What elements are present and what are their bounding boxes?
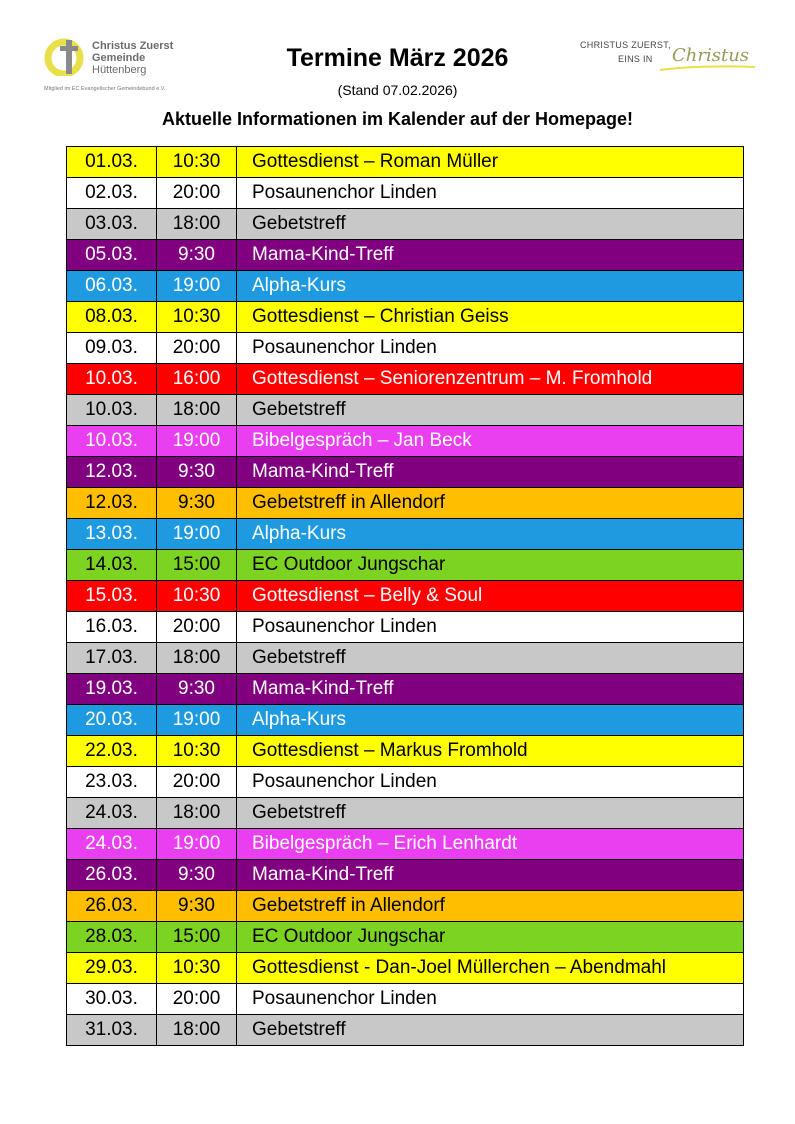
date-cell: 20.03. [67,705,157,736]
table-row [67,860,744,891]
time-cell: 19:00 [157,426,237,457]
date-cell: 22.03. [67,736,157,767]
date-cell: 26.03. [67,860,157,891]
date-cell: 12.03. [67,457,157,488]
page-title: Termine März 2026 [286,44,509,72]
table-row [67,333,744,364]
table-row [67,643,744,674]
event-cell: Alpha-Kurs [237,705,744,736]
event-cell: Gebetstreff in Allendorf [237,891,744,922]
table-row [67,457,744,488]
event-cell: Posaunenchor Linden [237,333,744,364]
date-cell: 19.03. [67,674,157,705]
date-cell: 02.03. [67,178,157,209]
date-cell: 06.03. [67,271,157,302]
date-cell: 31.03. [67,1015,157,1046]
time-cell: 10:30 [157,581,237,612]
event-cell: Gebetstreff [237,209,744,240]
time-cell: 10:30 [157,736,237,767]
table-row [67,798,744,829]
event-cell: Gottesdienst – Christian Geiss [237,302,744,333]
motto-script: Christus [672,45,750,66]
table-row [67,550,744,581]
date-cell: 26.03. [67,891,157,922]
table-row [67,953,744,984]
motto-line1: CHRISTUS ZUERST, [580,40,671,50]
time-cell: 9:30 [157,891,237,922]
time-cell: 18:00 [157,209,237,240]
table-row [67,674,744,705]
table-row [67,984,744,1015]
event-cell: Gottesdienst - Dan-Joel Müllerchen – Abendmahl [237,953,744,984]
table-row [67,302,744,333]
time-cell: 18:00 [157,1015,237,1046]
event-cell: Posaunenchor Linden [237,178,744,209]
event-cell: Gebetstreff [237,1015,744,1046]
time-cell: 15:00 [157,922,237,953]
church-name-line1: Christus Zuerst [92,40,174,52]
event-cell: EC Outdoor Jungschar [237,550,744,581]
table-row [67,395,744,426]
time-cell: 20:00 [157,767,237,798]
table-row [67,426,744,457]
table-row [67,488,744,519]
table-row [67,891,744,922]
date-cell: 10.03. [67,426,157,457]
time-cell: 10:30 [157,147,237,178]
time-cell: 20:00 [157,984,237,1015]
table-row [67,922,744,953]
event-cell: Gebetstreff in Allendorf [237,488,744,519]
table-row [67,829,744,860]
date-cell: 29.03. [67,953,157,984]
event-cell: Posaunenchor Linden [237,984,744,1015]
motto-line2: EINS IN [618,54,653,64]
event-cell: Mama-Kind-Treff [237,674,744,705]
date-cell: 16.03. [67,612,157,643]
event-cell: Gebetstreff [237,643,744,674]
date-cell: 28.03. [67,922,157,953]
event-cell: Alpha-Kurs [237,519,744,550]
table-row [67,612,744,643]
church-name-line2: Gemeinde [92,52,146,64]
date-cell: 14.03. [67,550,157,581]
date-cell: 09.03. [67,333,157,364]
date-cell: 01.03. [67,147,157,178]
event-cell: Mama-Kind-Treff [237,240,744,271]
church-name-line3: Hüttenberg [92,64,147,76]
time-cell: 9:30 [157,860,237,891]
date-cell: 13.03. [67,519,157,550]
church-membership-note: Mitglied im EC Evangelischer Gemeindebund e.V. [44,86,166,92]
date-cell: 30.03. [67,984,157,1015]
date-cell: 23.03. [67,767,157,798]
table-row [67,581,744,612]
event-cell: Gebetstreff [237,798,744,829]
time-cell: 15:00 [157,550,237,581]
date-cell: 17.03. [67,643,157,674]
event-cell: Gottesdienst – Markus Fromhold [237,736,744,767]
table-row [67,178,744,209]
table-row [67,519,744,550]
event-cell: Mama-Kind-Treff [237,457,744,488]
event-cell: Mama-Kind-Treff [237,860,744,891]
time-cell: 19:00 [157,705,237,736]
event-cell: Gottesdienst – Roman Müller [237,147,744,178]
event-cell: Posaunenchor Linden [237,767,744,798]
date-cell: 24.03. [67,829,157,860]
date-cell: 05.03. [67,240,157,271]
time-cell: 16:00 [157,364,237,395]
event-cell: Posaunenchor Linden [237,612,744,643]
date-cell: 24.03. [67,798,157,829]
event-cell: EC Outdoor Jungschar [237,922,744,953]
status-date: (Stand 07.02.2026) [337,82,458,98]
event-cell: Alpha-Kurs [237,271,744,302]
table-row [67,240,744,271]
time-cell: 9:30 [157,457,237,488]
time-cell: 18:00 [157,798,237,829]
event-cell: Gebetstreff [237,395,744,426]
date-cell: 10.03. [67,395,157,426]
time-cell: 20:00 [157,333,237,364]
time-cell: 18:00 [157,643,237,674]
time-cell: 9:30 [157,240,237,271]
table-row [67,209,744,240]
table-row [67,1015,744,1046]
event-cell: Bibelgespräch – Erich Lenhardt [237,829,744,860]
schedule-body [67,147,744,1046]
homepage-hint: Aktuelle Informationen im Kalender auf der Homepage! [161,109,634,129]
time-cell: 18:00 [157,395,237,426]
table-row [67,147,744,178]
time-cell: 20:00 [157,612,237,643]
time-cell: 19:00 [157,829,237,860]
time-cell: 20:00 [157,178,237,209]
time-cell: 19:00 [157,519,237,550]
table-row [67,767,744,798]
time-cell: 10:30 [157,302,237,333]
table-row [67,271,744,302]
table-row [67,364,744,395]
date-cell: 15.03. [67,581,157,612]
time-cell: 10:30 [157,953,237,984]
event-cell: Gottesdienst – Seniorenzentrum – M. Fromhold [237,364,744,395]
date-cell: 08.03. [67,302,157,333]
date-cell: 10.03. [67,364,157,395]
event-cell: Gottesdienst – Belly & Soul [237,581,744,612]
event-cell: Bibelgespräch – Jan Beck [237,426,744,457]
schedule-table [66,146,744,1046]
time-cell: 19:00 [157,271,237,302]
date-cell: 03.03. [67,209,157,240]
table-row [67,736,744,767]
table-row [67,705,744,736]
time-cell: 9:30 [157,488,237,519]
date-cell: 12.03. [67,488,157,519]
time-cell: 9:30 [157,674,237,705]
